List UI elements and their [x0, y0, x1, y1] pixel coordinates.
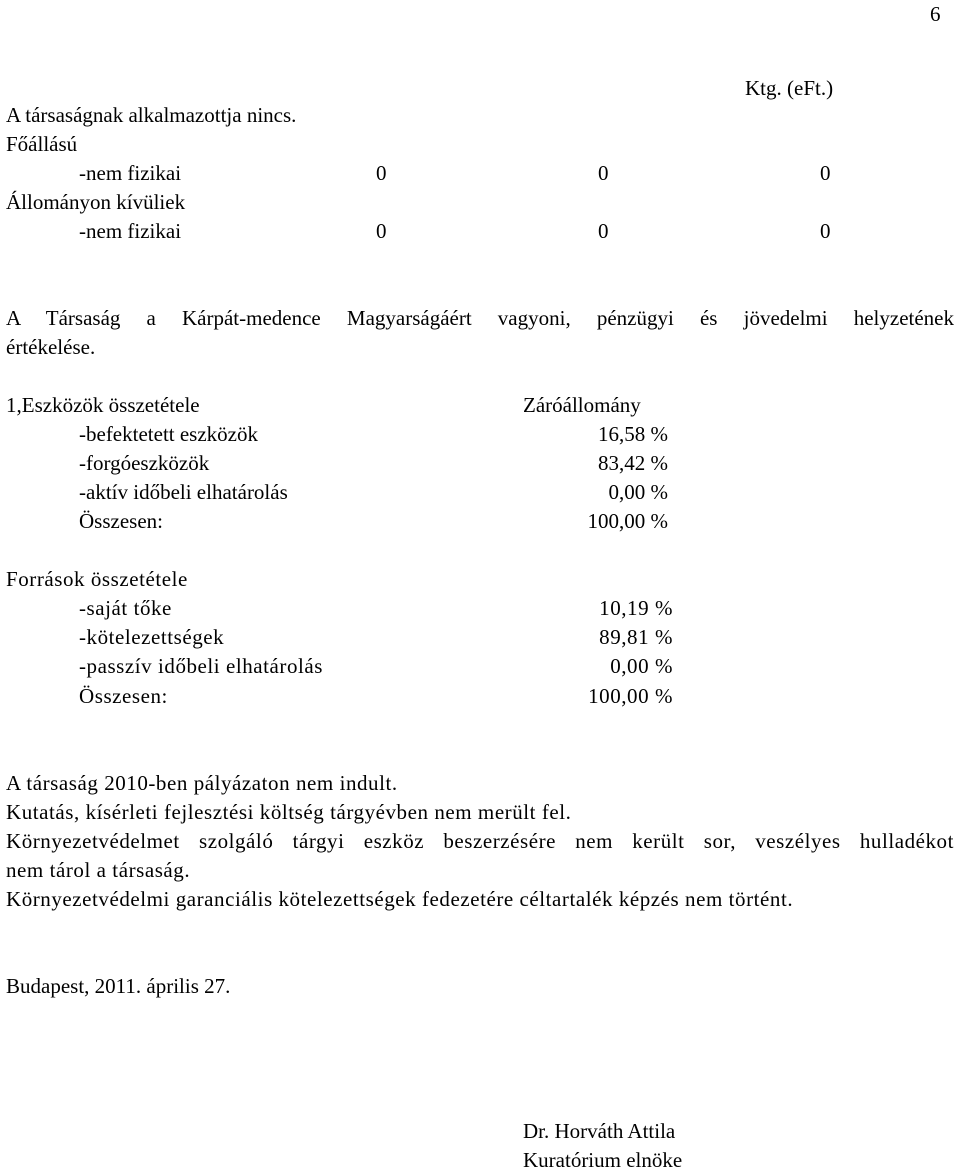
outside-staff-label: Állományon kívüliek	[6, 190, 186, 214]
assets-heading: 1,Eszközök összetétele	[6, 393, 200, 417]
source-label: -passzív időbeli elhatárolás	[79, 654, 323, 678]
signatory-title: Kuratórium elnöke	[523, 1148, 683, 1172]
asset-label: -forgóeszközök	[79, 451, 210, 475]
row-value: 0	[376, 161, 387, 185]
row-value: 0	[598, 161, 609, 185]
source-label: -saját tőke	[79, 596, 172, 620]
note-tender: A társaság 2010-ben pályázaton nem indult.	[6, 771, 398, 795]
source-value: 10,19 %	[599, 596, 673, 620]
full-time-label: Főállású	[6, 132, 78, 156]
asset-value: 83,42 %	[598, 451, 668, 475]
asset-total-value: 100,00 %	[587, 509, 668, 533]
row-value: 0	[376, 219, 387, 243]
note-environment-line-2: nem tárol a társaság.	[6, 858, 191, 882]
source-label: -kötelezettségek	[79, 625, 225, 649]
asset-value: 16,58 %	[598, 422, 668, 446]
asset-value: 0,00 %	[608, 480, 668, 504]
source-value: 89,81 %	[599, 625, 673, 649]
row-value: 0	[598, 219, 609, 243]
page-number: 6	[930, 2, 941, 26]
asset-label: -aktív időbeli elhatárolás	[79, 480, 288, 504]
source-total-label: Összesen:	[79, 684, 168, 708]
signatory-name: Dr. Horváth Attila	[523, 1119, 676, 1143]
source-value: 0,00 %	[610, 654, 673, 678]
source-total-value: 100,00 %	[588, 684, 673, 708]
note-guarantee: Környezetvédelmi garanciális kötelezettségek fedezetére céltartalék képzés nem történt.	[6, 887, 794, 911]
note-environment-line-1: Környezetvédelmet szolgáló tárgyi eszköz beszerzésére nem került sor, veszélyes hulladékot	[6, 829, 954, 853]
row-value: 0	[820, 161, 831, 185]
row-label: -nem fizikai	[79, 161, 182, 185]
asset-total-label: Összesen:	[79, 509, 163, 533]
closing-balance-heading: Záróállomány	[523, 393, 641, 417]
currency-note: Ktg. (eFt.)	[745, 76, 834, 100]
sources-heading: Források összetétele	[6, 567, 188, 591]
row-value: 0	[820, 219, 831, 243]
assessment-line-2: értékelése.	[6, 335, 96, 359]
employees-intro: A társaságnak alkalmazottja nincs.	[6, 103, 297, 127]
place-date: Budapest, 2011. április 27.	[6, 974, 231, 998]
note-research: Kutatás, kísérleti fejlesztési költség tárgyévben nem merült fel.	[6, 800, 572, 824]
row-label: -nem fizikai	[79, 219, 182, 243]
assessment-line-1: A Társaság a Kárpát-medence Magyarságáért vagyoni, pénzügyi és jövedelmi helyzetének	[6, 306, 954, 330]
asset-label: -befektetett eszközök	[79, 422, 258, 446]
